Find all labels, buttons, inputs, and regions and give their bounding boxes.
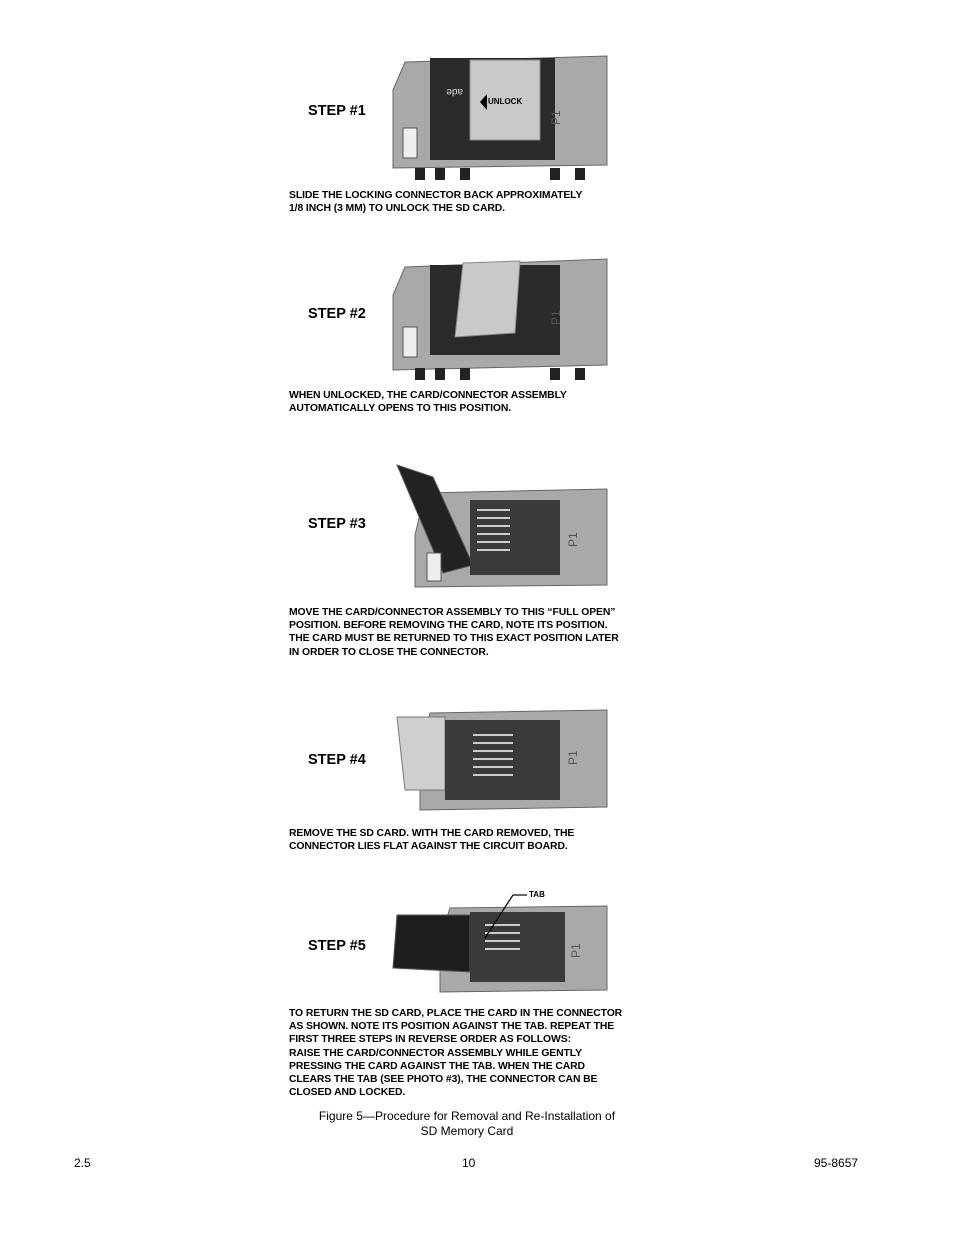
caption-line: CLOSED AND LOCKED. xyxy=(289,1087,406,1099)
caption-line: POSITION. BEFORE REMOVING THE CARD, NOTE ITS POSITION. xyxy=(289,620,608,632)
caption-line: RAISE THE CARD/CONNECTOR ASSEMBLY WHILE GENTLY xyxy=(289,1047,582,1059)
board-p1-text: P1 xyxy=(549,310,563,325)
step-3-label: STEP #3 xyxy=(308,516,366,532)
caption-line: WHEN UNLOCKED, THE CARD/CONNECTOR ASSEMBLY xyxy=(289,390,567,401)
board-label-sticker xyxy=(403,327,417,357)
step-4-label: STEP #4 xyxy=(308,752,366,768)
step-4-photo xyxy=(385,695,610,845)
caption-line: THE CARD MUST BE RETURNED TO THIS EXACT POSITION LATER xyxy=(289,633,619,645)
step-1-label: STEP #1 xyxy=(308,103,366,119)
caption-line: SLIDE THE LOCKING CONNECTOR BACK APPROXIMATELY xyxy=(289,190,583,201)
board-p1-text: P1 xyxy=(569,943,583,958)
figure-caption-line: SD Memory Card xyxy=(420,1123,514,1138)
board-p1-text: P1 xyxy=(566,750,580,765)
figure-caption-line: Figure 5—Procedure for Removal and Re-Installation of xyxy=(318,1109,616,1123)
board-label-sticker xyxy=(427,553,441,581)
footer-section-number: 2.5 xyxy=(74,1156,91,1170)
step-5-label: STEP #5 xyxy=(308,938,366,954)
figure-caption xyxy=(300,1109,634,1138)
caption-line: PRESSING THE CARD AGAINST THE TAB. WHEN THE CARD xyxy=(289,1060,585,1072)
step-3-photo xyxy=(385,455,610,605)
tab-annotation: TAB xyxy=(529,890,545,899)
step-1-photo xyxy=(385,50,610,200)
caption-line: MOVE THE CARD/CONNECTOR ASSEMBLY TO THIS “FULL OPEN” xyxy=(289,607,616,618)
board-label-sticker xyxy=(403,128,417,158)
footer-page-number: 10 xyxy=(462,1156,476,1170)
caption-line: FIRST THREE STEPS IN REVERSE ORDER AS FOLLOWS: xyxy=(289,1034,571,1046)
caption-line: 1/8 INCH (3 MM) TO UNLOCK THE SD CARD. xyxy=(289,203,505,215)
caption-line: TO RETURN THE SD CARD, PLACE THE CARD IN THE CONNECTOR xyxy=(289,1008,623,1019)
step-5-caption xyxy=(289,1007,649,1099)
board-p1-text: P1 xyxy=(566,532,580,547)
card-text: ade xyxy=(446,86,463,97)
step-4-caption xyxy=(289,827,649,853)
step-2-photo xyxy=(385,255,610,405)
board-p1-text: P1 xyxy=(549,110,563,125)
caption-line: IN ORDER TO CLOSE THE CONNECTOR. xyxy=(289,646,489,658)
caption-line: CONNECTOR LIES FLAT AGAINST THE CIRCUIT BOARD. xyxy=(289,841,568,853)
step-1-caption xyxy=(289,189,649,215)
caption-line: CLEARS THE TAB (SEE PHOTO #3), THE CONNECTOR CAN BE xyxy=(289,1074,598,1086)
caption-line: AS SHOWN. NOTE ITS POSITION AGAINST THE TAB. REPEAT THE xyxy=(289,1021,615,1033)
step-2-label: STEP #2 xyxy=(308,306,366,322)
step-3-caption xyxy=(289,606,649,659)
step-2-caption xyxy=(289,389,649,415)
caption-line: REMOVE THE SD CARD. WITH THE CARD REMOVED, THE xyxy=(289,828,575,839)
caption-line: AUTOMATICALLY OPENS TO THIS POSITION. xyxy=(289,403,512,415)
unlock-annotation: UNLOCK xyxy=(488,97,523,106)
footer-document-number: 95-8657 xyxy=(814,1156,859,1170)
